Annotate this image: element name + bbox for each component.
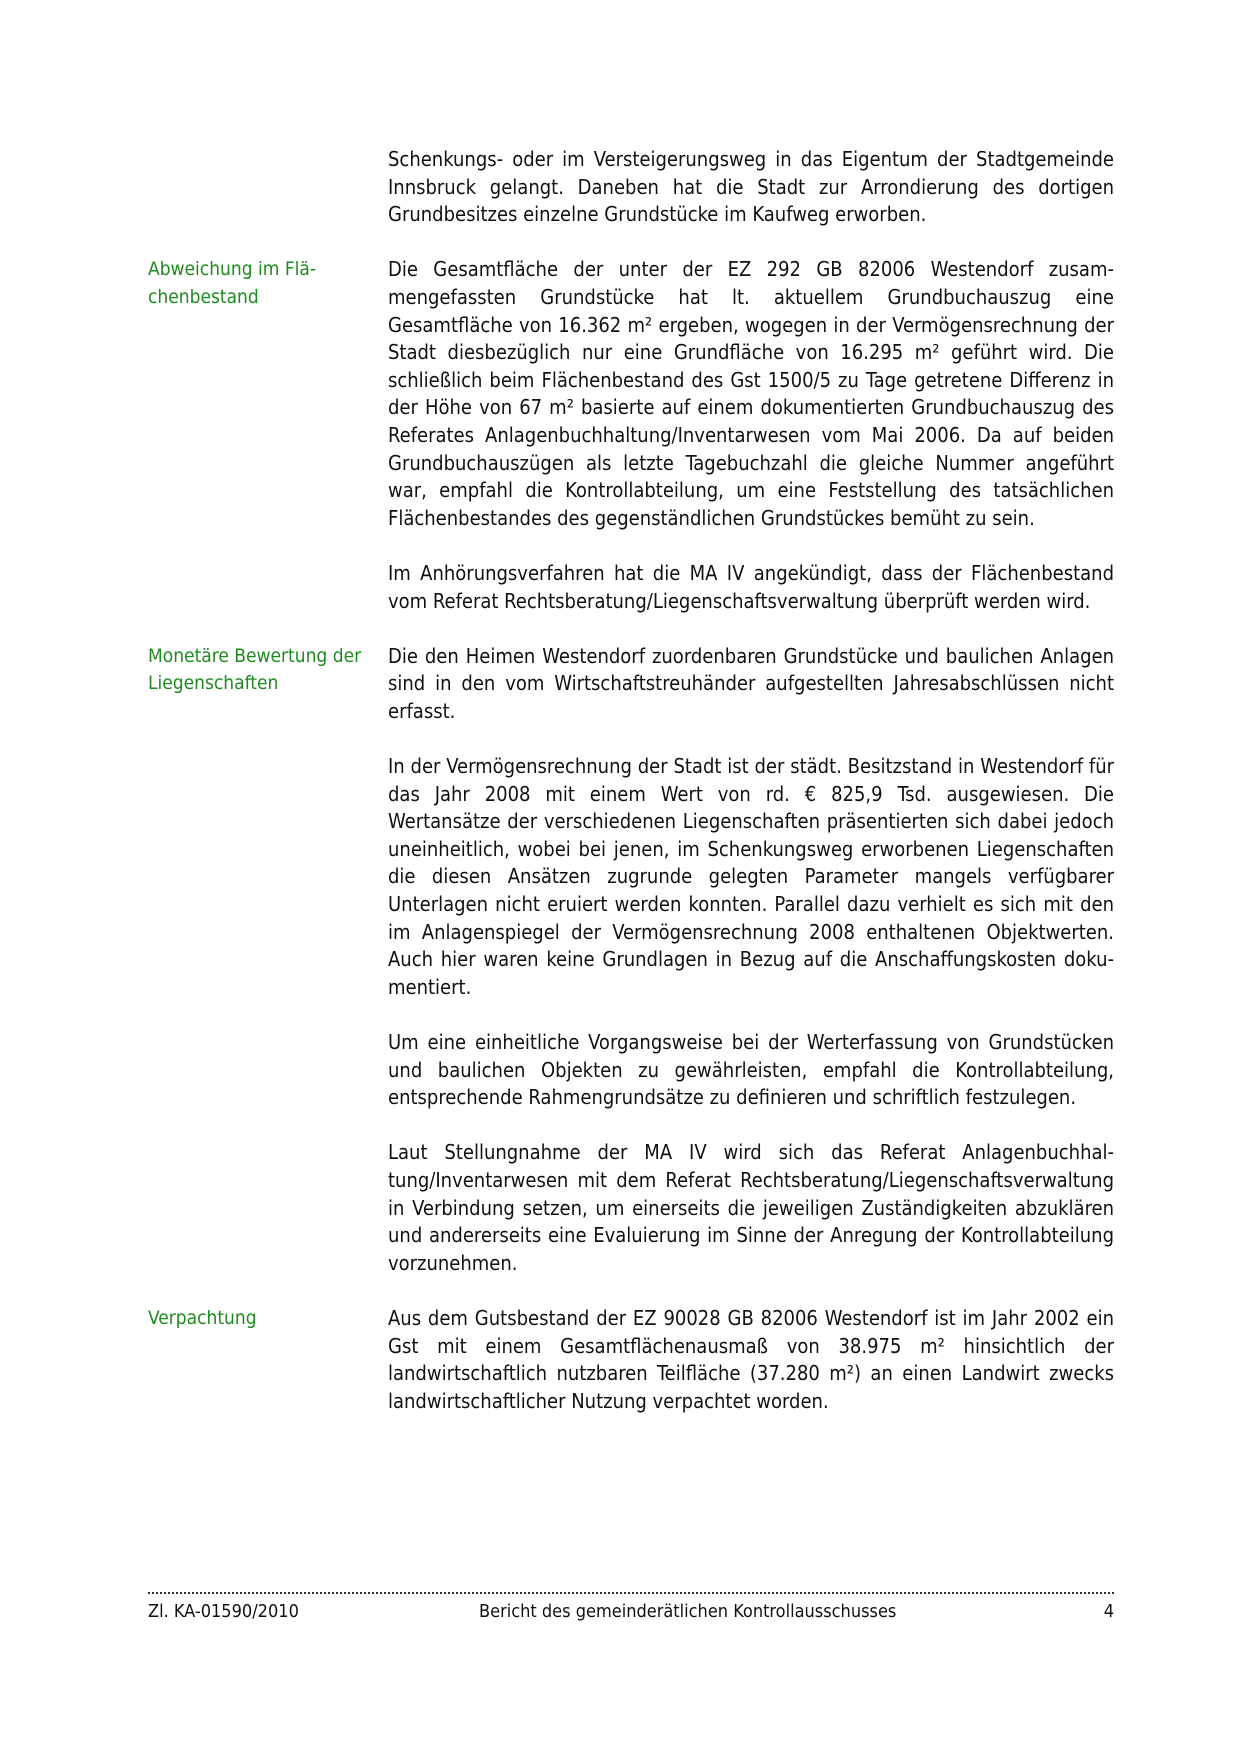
- side-heading: Monetäre Bewertung der Liegenschaften: [148, 644, 362, 695]
- paragraph: Laut Stellungnahme der MA IV wird sich das Referat Anlagenbuchhaltung/Inventarwesen mit dem Referat Rechtsberatung/Liegenschaftsverwaltung in Verbindung setzen, um einerseits die jeweiligen Zuständigkeiten abzuklären und andererseits eine Evaluierung im Sinne der Anregung der Kontrollabteilung vorzunehmen.: [388, 1140, 1114, 1275]
- footer-title: Bericht des gemeinderätlichen Kontrollausschusses: [479, 1601, 897, 1622]
- page-number: 4: [1103, 1601, 1114, 1622]
- section-text: [388, 146, 1114, 229]
- paragraph: Aus dem Gutsbestand der EZ 90028 GB 82006 Westendorf ist im Jahr 2002 ein Gst mit einem Gesamtflächenausmaß von 38.975 m² hinsichtlich der landwirtschaftlich nutzbaren Teilfläche (37.280 m²) an einen Landwirt zwecks landwirtschaftlicher Nutzung verpachtet worden.: [388, 1305, 1114, 1413]
- page-body: [148, 146, 1114, 1443]
- paragraph: In der Vermögensrechnung der Stadt ist der städt. Besitzstand in Westendorf für das Jahr 2008 mit einem Wert von rd. € 825,9 Tsd. ausgewiesen. Die Wertansätze der verschiedenen Liegenschaften präsentierten sich dabei jedoch uneinheitlich, wobei bei jenen, im Schenkungsweg erworbenen Liegenschaften die diesen Ansätzen zugrunde gelegten Parameter mangels verfügbarer Unterlagen nicht eruiert werden konnten. Parallel dazu verhielt es sich mit den im Anlagenspiegel der Vermögensrechnung 2008 enthaltenen Objektwerten. Auch hier waren keine Grundlagen in Bezug auf die Anschaffungskosten dokumentiert.: [388, 754, 1114, 999]
- section-abweichung: [148, 256, 1114, 615]
- paragraph: Die Gesamtfläche der unter der EZ 292 GB 82006 Westendorf zusammengefassten Grundstücke hat lt. aktuellem Grundbuchauszug eine Gesamtfläche von 16.362 m² ergeben, wogegen in der Vermögensrechnung der Stadt diesbezüglich nur eine Grundfläche von 16.295 m² geführt wird. Die schließlich beim Flächenbestand des Gst 1500/5 zu Tage getretene Differenz in der Höhe von 67 m² basierte auf einem dokumentierten Grundbuchauszug des Referates Anlagenbuchhaltung/Inventarwesen vom Mai 2006. Da auf beiden Grundbuchauszügen als letzte Tagebuchzahl die gleiche Nummer angeführt war, empfahl die Kontrollabteilung, um eine Feststellung des tatsächlichen Flächenbestandes des gegenständlichen Grundstückes bemüht zu sein.: [388, 257, 1114, 530]
- paragraph: Schenkungs- oder im Versteigerungsweg in das Eigentum der Stadtgemeinde Innsbruck gelangt. Daneben hat die Stadt zur Arrondierung des dortigen Grundbesitzes einzelne Grundstücke im Kaufweg erworben.: [388, 147, 1114, 227]
- footer-reference: Zl. KA-01590/2010: [148, 1601, 299, 1622]
- side-heading: [148, 146, 388, 229]
- paragraph: Im Anhörungsverfahren hat die MA IV angekündigt, dass der Flächenbestand vom Referat Rechtsberatung/Liegenschaftsverwaltung überprüft werden wird.: [388, 560, 1114, 613]
- footer-divider: [148, 1592, 1114, 1594]
- side-heading: Abweichung im Flächenbestand: [148, 258, 317, 308]
- section-text: [388, 643, 1114, 1278]
- paragraph: Die den Heimen Westendorf zuordenbaren Grundstücke und baulichen Anlagen sind in den vom Wirtschaftstreuhänder aufgestellten Jahresabschlüssen nicht erfasst.: [388, 643, 1114, 723]
- section-intro: [148, 146, 1114, 229]
- section-text: [388, 1305, 1114, 1415]
- section-verpachtung: [148, 1305, 1114, 1415]
- page-footer: [148, 1600, 1114, 1624]
- section-monetaere-bewertung: [148, 643, 1114, 1278]
- section-text: [388, 256, 1114, 615]
- side-heading: Verpachtung: [148, 1306, 257, 1329]
- paragraph: Um eine einheitliche Vorgangsweise bei der Werterfassung von Grundstücken und baulichen Objekten zu gewährleisten, empfahl die Kontrollabteilung, entsprechende Rahmengrundsätze zu definieren und schriftlich festzulegen.: [388, 1030, 1114, 1110]
